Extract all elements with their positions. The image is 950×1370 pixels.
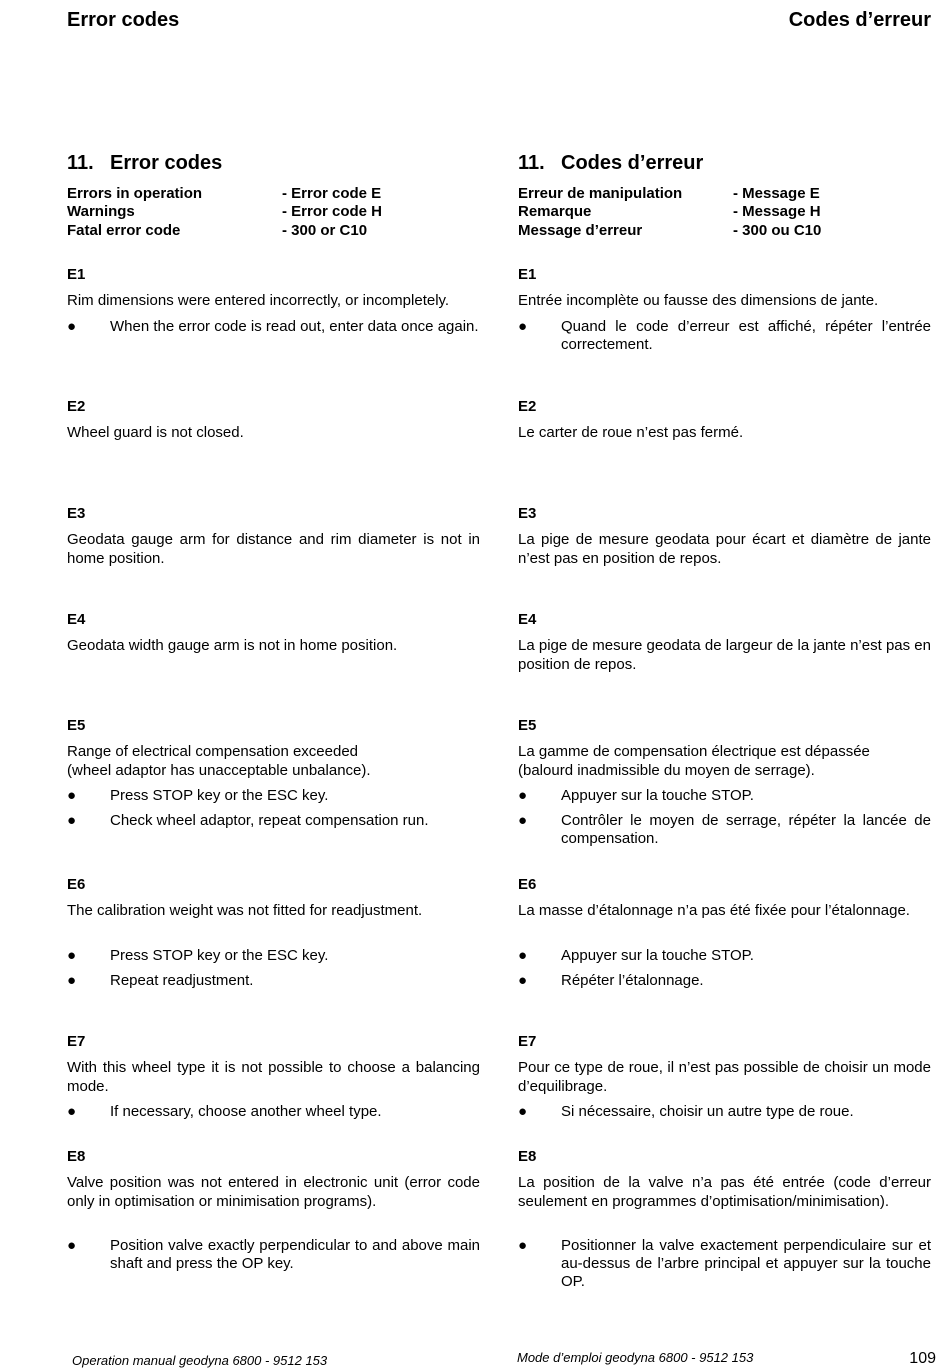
error-description: La pige de mesure geodata de largeur de la jante n’est pas en position de repos. bbox=[518, 637, 931, 673]
action-bullet bbox=[67, 812, 480, 830]
bullet-icon: ● bbox=[518, 946, 528, 964]
bullet-icon: ● bbox=[67, 317, 77, 335]
error-description: With this wheel type it is not possible to choose a balancing mode. bbox=[67, 1059, 480, 1095]
action-bullet bbox=[67, 947, 480, 965]
action-bullet bbox=[518, 947, 931, 965]
error-code: E6 bbox=[518, 876, 537, 893]
error-summary bbox=[67, 185, 480, 240]
action-bullet bbox=[67, 787, 480, 805]
summary-value: - Error code H bbox=[282, 203, 383, 221]
error-code: E1 bbox=[518, 266, 537, 283]
bullet-icon: ● bbox=[518, 1102, 528, 1120]
error-description: Rim dimensions were entered incorrectly, or incompletely. bbox=[67, 292, 450, 310]
summary-row bbox=[67, 203, 480, 221]
error-entry-e7 bbox=[67, 1033, 480, 1121]
section-heading bbox=[67, 152, 222, 175]
error-summary bbox=[518, 185, 931, 240]
error-entry-e2 bbox=[518, 398, 931, 443]
summary-label: Warnings bbox=[67, 203, 135, 221]
error-code: E3 bbox=[67, 505, 86, 522]
footer-center: Mode d’emploi geodyna 6800 - 9512 153 bbox=[517, 1350, 754, 1365]
error-entry-e4 bbox=[67, 611, 480, 656]
summary-label: Errors in operation bbox=[67, 185, 203, 202]
summary-label: Erreur de manipulation bbox=[518, 185, 683, 202]
bullet-icon: ● bbox=[518, 812, 528, 830]
bullet-text: Appuyer sur la touche STOP. bbox=[561, 946, 754, 964]
error-description: La gamme de compensation électrique est dépassée bbox=[518, 743, 870, 761]
action-bullet bbox=[518, 787, 931, 805]
error-code: E7 bbox=[518, 1033, 537, 1050]
error-entry-e5 bbox=[518, 717, 931, 849]
error-entry-e1 bbox=[518, 266, 931, 354]
bullet-text: Appuyer sur la touche STOP. bbox=[561, 786, 754, 804]
bullet-icon: ● bbox=[518, 971, 528, 989]
error-description: Geodata width gauge arm is not in home position. bbox=[67, 637, 398, 655]
bullet-icon: ● bbox=[67, 946, 77, 964]
error-description: Valve position was not entered in electronic unit (error code only in optimisation or minimisation programs). bbox=[67, 1174, 480, 1210]
summary-value: - Error code E bbox=[282, 185, 382, 202]
bullet-text: Contrôler le moyen de serrage, répéter la lancée de compensation. bbox=[561, 812, 931, 848]
section-title: Codes d’erreur bbox=[561, 152, 704, 174]
page-number: 109 bbox=[909, 1350, 936, 1367]
section-heading bbox=[518, 152, 703, 175]
action-bullet bbox=[67, 318, 480, 336]
error-entry-e6 bbox=[67, 876, 480, 990]
error-entry-e8 bbox=[67, 1148, 480, 1273]
error-code: E4 bbox=[518, 611, 537, 628]
error-entry-e1 bbox=[67, 266, 480, 336]
bullet-icon: ● bbox=[67, 812, 77, 830]
error-description: Entrée incomplète ou fausse des dimensions de jante. bbox=[518, 292, 879, 310]
action-bullet bbox=[518, 1103, 931, 1121]
running-header-left: Error codes bbox=[67, 9, 180, 31]
summary-value: - 300 ou C10 bbox=[733, 221, 822, 239]
error-code: E4 bbox=[67, 611, 86, 628]
bullet-text: Check wheel adaptor, repeat compensation run. bbox=[110, 812, 429, 830]
action-bullet bbox=[67, 1103, 480, 1121]
summary-label: Message d’erreur bbox=[518, 221, 643, 239]
error-entry-e4 bbox=[518, 611, 931, 674]
error-code: E8 bbox=[518, 1148, 537, 1165]
error-code: E3 bbox=[518, 505, 537, 522]
action-bullet bbox=[518, 812, 931, 849]
error-description: Geodata gauge arm for distance and rim diameter is not in home position. bbox=[67, 531, 480, 567]
error-code: E5 bbox=[518, 717, 537, 734]
bullet-text: When the error code is read out, enter data once again. bbox=[110, 317, 479, 335]
action-bullet bbox=[67, 972, 480, 990]
error-code: E1 bbox=[67, 266, 86, 283]
bullet-text: Positionner la valve exactement perpendiculaire sur et au-dessus de l’arbre principal et appuyer sur la touche OP. bbox=[561, 1236, 931, 1291]
bullet-icon: ● bbox=[67, 786, 77, 804]
error-description: Le carter de roue n’est pas fermé. bbox=[518, 424, 744, 442]
error-description: (balourd inadmissible du moyen de serrage). bbox=[518, 761, 815, 779]
summary-label: Remarque bbox=[518, 203, 592, 221]
error-description: La position de la valve n’a pas été entrée (code d’erreur seulement en programmes d’optimisation/minimisation). bbox=[518, 1174, 931, 1210]
error-entry-e3 bbox=[67, 505, 480, 568]
summary-row bbox=[67, 222, 480, 240]
action-bullet bbox=[518, 318, 931, 355]
error-description: Range of electrical compensation exceeded bbox=[67, 743, 359, 761]
bullet-icon: ● bbox=[67, 1102, 77, 1120]
action-bullet bbox=[67, 1237, 480, 1274]
error-code: E6 bbox=[67, 876, 86, 893]
error-description: (wheel adaptor has unacceptable unbalance). bbox=[67, 761, 371, 779]
summary-value: - Message E bbox=[733, 185, 820, 202]
error-description: The calibration weight was not fitted for readjustment. bbox=[67, 902, 423, 920]
summary-value: - Message H bbox=[733, 203, 821, 221]
bullet-text: Répéter l’étalonnage. bbox=[561, 971, 704, 989]
error-description: La pige de mesure geodata pour écart et diamètre de jante n’est pas en position de repos. bbox=[518, 531, 931, 567]
summary-label: Fatal error code bbox=[67, 221, 181, 239]
summary-row bbox=[67, 185, 480, 203]
error-entry-e2 bbox=[67, 398, 480, 443]
error-code: E7 bbox=[67, 1033, 86, 1050]
error-code: E5 bbox=[67, 717, 86, 734]
error-description: La masse d’étalonnage n’a pas été fixée pour l’étalonnage. bbox=[518, 902, 910, 920]
summary-row bbox=[518, 222, 931, 240]
bullet-text: Quand le code d’erreur est affiché, répéter l’entrée correctement. bbox=[561, 317, 931, 353]
section-number: 11. bbox=[67, 152, 94, 174]
error-code: E2 bbox=[518, 398, 537, 415]
summary-row bbox=[518, 203, 931, 221]
summary-row bbox=[518, 185, 931, 203]
bullet-icon: ● bbox=[67, 971, 77, 989]
bullet-text: Si nécessaire, choisir un autre type de roue. bbox=[561, 1102, 854, 1120]
bullet-text: Repeat readjustment. bbox=[110, 971, 254, 989]
section-title: Error codes bbox=[110, 152, 223, 174]
footer-left: Operation manual geodyna 6800 - 9512 153 bbox=[72, 1353, 328, 1368]
error-code: E2 bbox=[67, 398, 86, 415]
action-bullet bbox=[518, 1237, 931, 1292]
error-entry-e3 bbox=[518, 505, 931, 568]
bullet-text: Press STOP key or the ESC key. bbox=[110, 946, 329, 964]
bullet-icon: ● bbox=[518, 786, 528, 804]
error-entry-e6 bbox=[518, 876, 931, 990]
bullet-text: Position valve exactly perpendicular to and above main shaft and press the OP key. bbox=[110, 1236, 480, 1273]
running-header-right: Codes d’erreur bbox=[788, 9, 931, 31]
summary-value: - 300 or C10 bbox=[282, 221, 368, 239]
bullet-icon: ● bbox=[518, 1236, 528, 1254]
bullet-text: Press STOP key or the ESC key. bbox=[110, 786, 329, 804]
error-entry-e8 bbox=[518, 1148, 931, 1292]
section-number: 11. bbox=[518, 152, 545, 174]
error-entry-e7 bbox=[518, 1033, 931, 1121]
error-entry-e5 bbox=[67, 717, 480, 830]
error-code: E8 bbox=[67, 1148, 86, 1165]
bullet-text: If necessary, choose another wheel type. bbox=[110, 1102, 382, 1120]
bullet-icon: ● bbox=[67, 1236, 77, 1254]
bullet-icon: ● bbox=[518, 317, 528, 335]
error-description: Wheel guard is not closed. bbox=[67, 424, 244, 442]
error-description: Pour ce type de roue, il n’est pas possible de choisir un mode d’equilibrage. bbox=[518, 1059, 931, 1095]
action-bullet bbox=[518, 972, 931, 990]
